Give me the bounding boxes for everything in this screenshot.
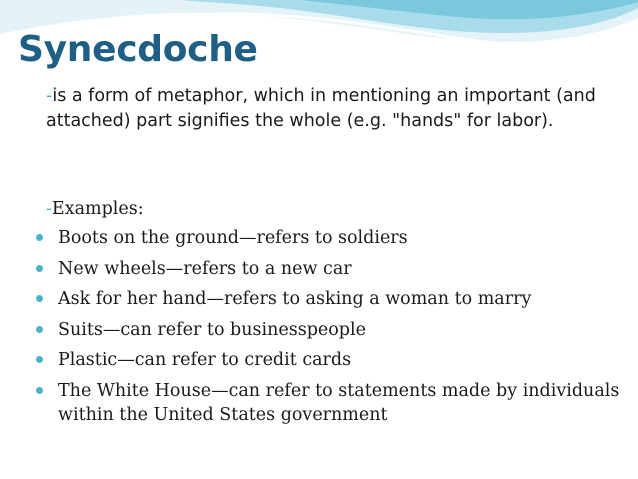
list-item-text: Ask for her hand—refers to asking a woman to marry — [58, 289, 532, 309]
bullet-icon — [36, 356, 43, 363]
list-item-text: The White House—can refer to statements made by individuals within the United States government — [58, 380, 620, 425]
bullet-icon — [36, 326, 43, 333]
definition-dash: - — [46, 86, 53, 106]
definition-text: is a form of metaphor, which in mentioning an important (and attached) part signifies the whole (e.g. "hands" for labor). — [46, 86, 596, 131]
list-item-text: Boots on the ground—refers to soldiers — [58, 228, 408, 248]
examples-list — [34, 226, 624, 433]
list-item — [34, 318, 624, 342]
list-item — [34, 257, 624, 281]
list-item — [34, 287, 624, 311]
bullet-icon — [36, 234, 43, 241]
list-item — [34, 348, 624, 372]
list-item — [34, 226, 624, 250]
examples-dash: - — [46, 199, 52, 219]
bullet-icon — [36, 387, 43, 394]
slide-title: Synecdoche — [18, 29, 258, 70]
examples-heading-text: Examples: — [51, 199, 144, 219]
list-item-text: New wheels—refers to a new car — [58, 258, 352, 279]
definition-paragraph — [46, 84, 606, 134]
bullet-icon — [36, 265, 43, 272]
list-item — [34, 379, 624, 427]
bullet-icon — [36, 295, 43, 302]
list-item-text: Suits—can refer to businesspeople — [58, 319, 366, 340]
examples-heading — [46, 197, 144, 222]
list-item-text: Plastic—can refer to credit cards — [58, 350, 352, 370]
